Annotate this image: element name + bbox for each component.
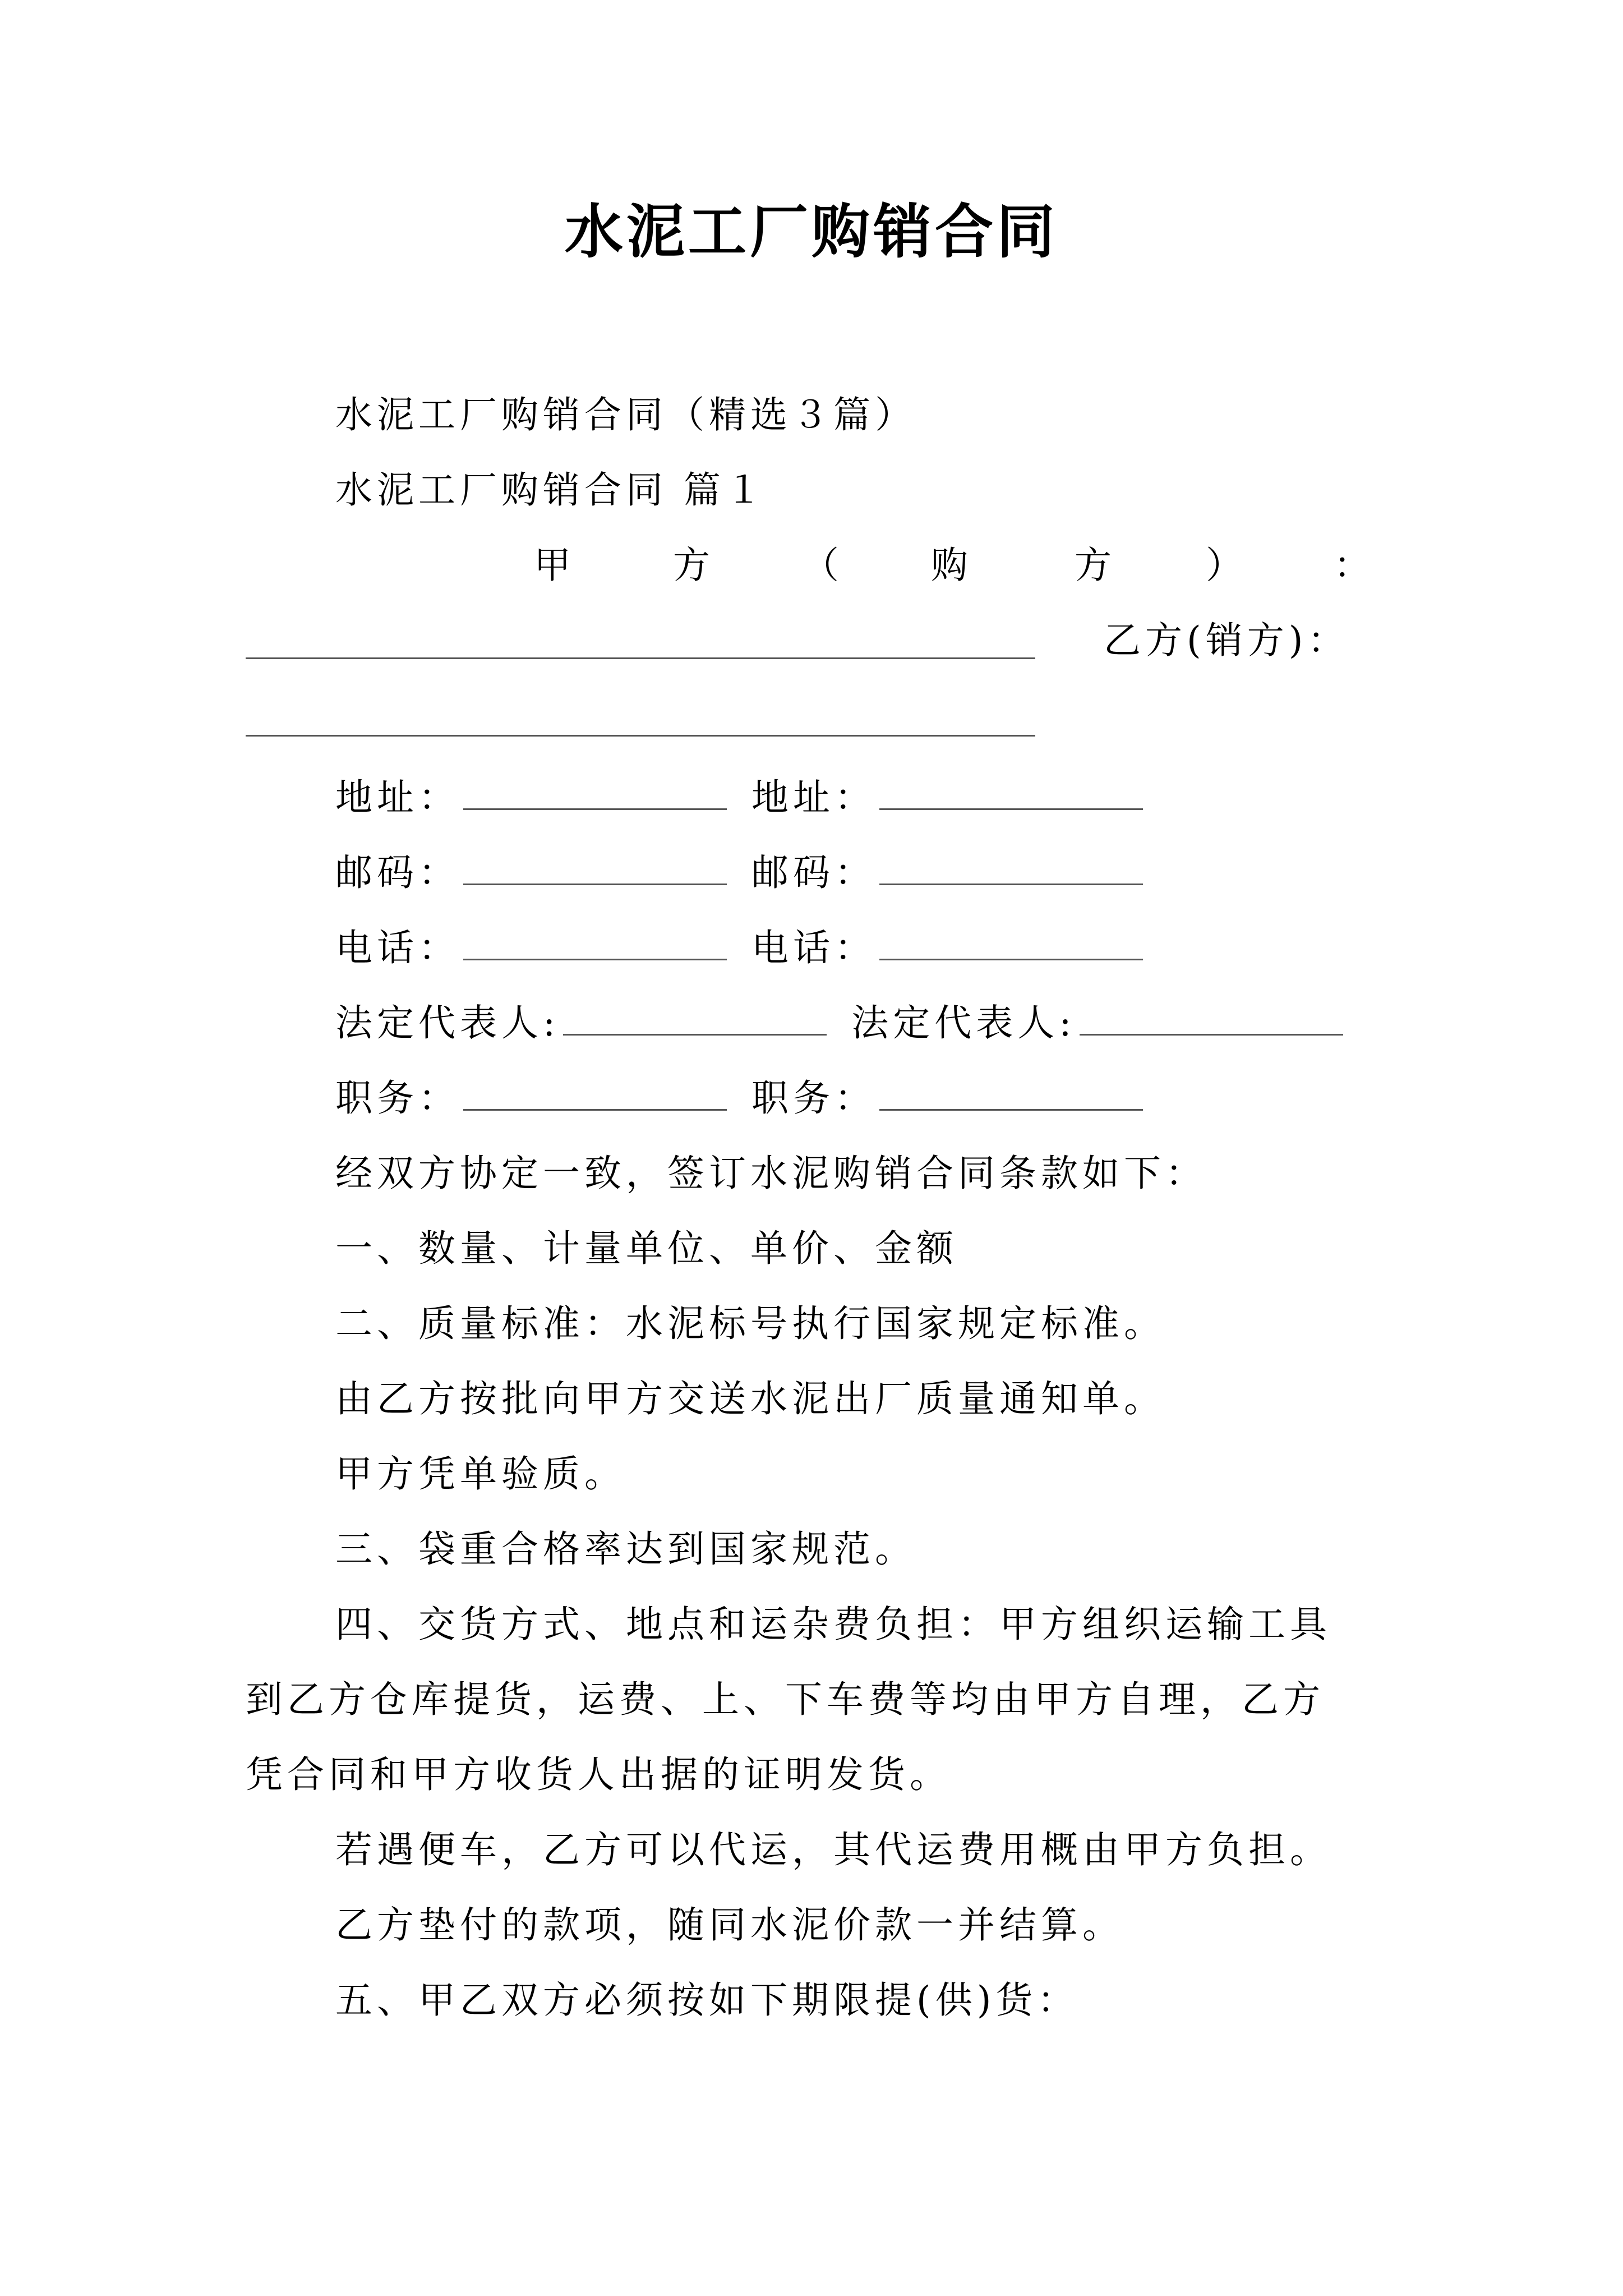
document-title: 水泥工厂购销合同 <box>564 197 1058 266</box>
party-a-char: ） <box>1206 544 1243 587</box>
position-blank-a <box>463 1075 727 1111</box>
phone-row <box>335 921 1168 975</box>
address-label-b: 地址： <box>751 776 876 819</box>
postcode-label-a: 邮码： <box>335 851 460 894</box>
party-a-char: 方 <box>673 544 710 587</box>
postcode-row <box>335 846 1168 900</box>
party-a-char: 方 <box>1075 544 1112 587</box>
paragraph: 若遇便车，乙方可以代运，其代运费用概由甲方负担。 <box>335 1828 1331 1871</box>
position-label-b: 职务： <box>751 1076 876 1120</box>
subtitle: 水泥工厂购销合同（精选３篇） <box>335 393 916 436</box>
part-heading: 水泥工厂购销合同 篇１ <box>335 468 767 512</box>
paragraph: 五、甲乙双方必须按如下期限提(供)货： <box>335 1978 1079 2022</box>
paragraph: 四、交货方式、地点和运杂费负担：甲方组织运输工具 <box>335 1603 1331 1646</box>
party-a-char: 甲 <box>534 544 571 587</box>
paragraph: 三、袋重合格率达到国家规范。 <box>335 1527 916 1571</box>
postcode-blank-b <box>879 850 1143 885</box>
paragraph: 经双方协定一致，签订水泥购销合同条款如下： <box>335 1152 1207 1195</box>
address-blank-b <box>879 775 1143 810</box>
phone-blank-b <box>879 925 1143 960</box>
paragraph: 甲方凭单验质。 <box>335 1452 626 1496</box>
legal-rep-label-b: 法定代表人: <box>851 1001 1076 1045</box>
paragraph: 一、数量、计量单位、单价、金额 <box>335 1227 958 1270</box>
party-a-char: （ <box>802 544 839 587</box>
legal-rep-row <box>335 996 1368 1050</box>
paragraph-continuation: 到乙方仓库提货，运费、上、下车费等均由甲方自理，乙方 <box>246 1678 1325 1721</box>
party-a-char: ： <box>1334 544 1371 587</box>
paragraph: 由乙方按批向甲方交送水泥出厂质量通知单。 <box>335 1377 1165 1420</box>
legal-rep-label-a: 法定代表人: <box>335 1001 560 1045</box>
paragraph: 二、质量标准：水泥标号执行国家规定标准。 <box>335 1302 1165 1345</box>
party-a-name-blank <box>246 657 1035 659</box>
paragraph-continuation: 凭合同和甲方收货人出据的证明发货。 <box>246 1753 951 1796</box>
party-b-name-blank <box>246 735 1035 737</box>
position-row <box>335 1071 1168 1125</box>
position-blank-b <box>879 1075 1143 1111</box>
position-label-a: 职务： <box>335 1076 460 1120</box>
postcode-blank-a <box>463 850 727 885</box>
paragraph: 乙方垫付的款项，随同水泥价款一并结算。 <box>335 1903 1124 1947</box>
legal-rep-blank-a <box>563 1000 827 1036</box>
address-row <box>335 771 1168 825</box>
party-b-label: 乙方(销方)： <box>1104 619 1349 662</box>
phone-blank-a <box>463 925 727 960</box>
address-blank-a <box>463 775 727 810</box>
postcode-label-b: 邮码： <box>751 851 876 894</box>
phone-label-b: 电话： <box>751 926 876 969</box>
address-label-a: 地址： <box>335 776 460 819</box>
legal-rep-blank-b <box>1080 1000 1343 1036</box>
phone-label-a: 电话： <box>335 926 460 969</box>
party-a-char: 购 <box>931 544 968 587</box>
